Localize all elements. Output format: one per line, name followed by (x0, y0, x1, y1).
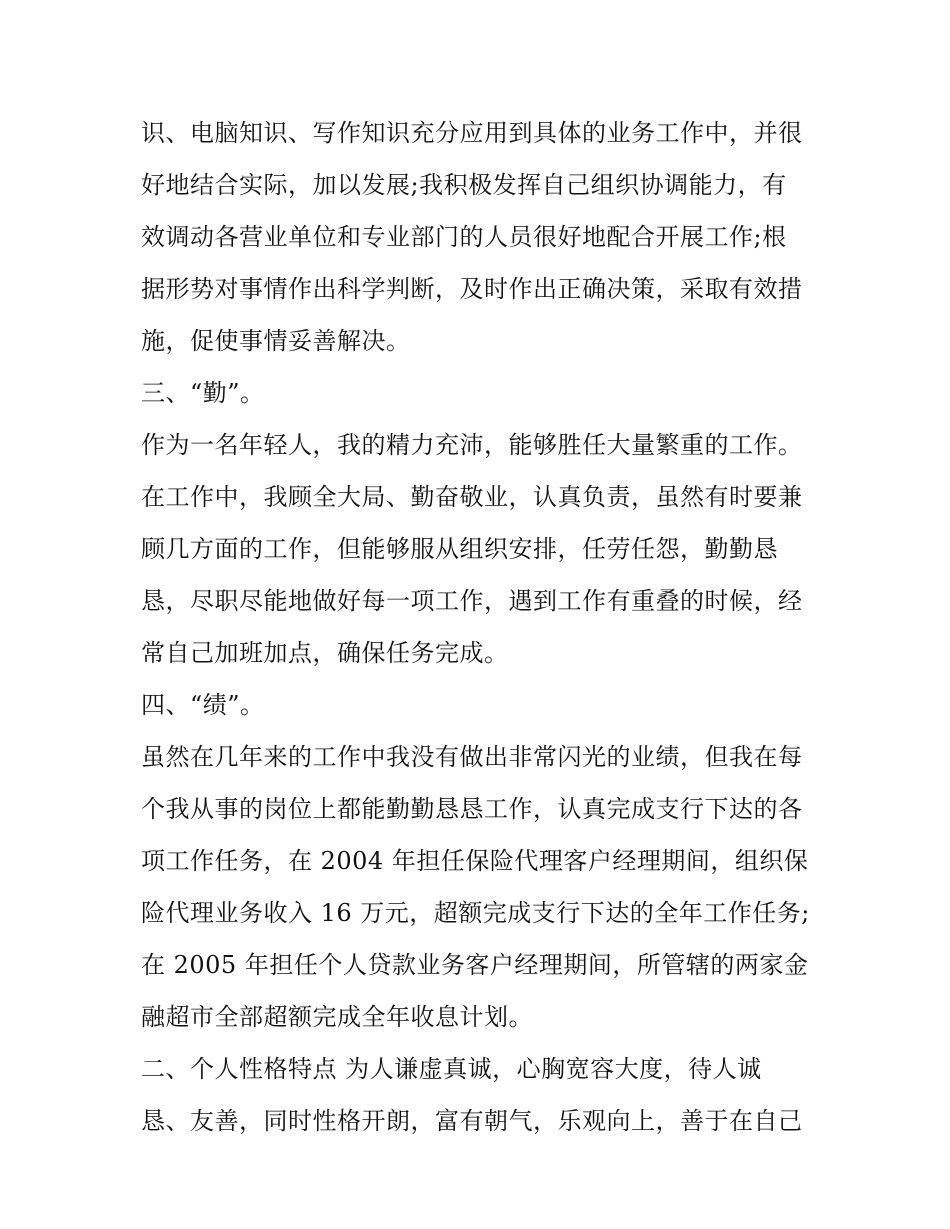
text-line: 顾几方面的工作，但能够服从组织安排，任劳任怨，勤勤恳 (141, 535, 778, 563)
text-line: 在 2005 年担任个人贷款业务客户经理期间，所管辖的两家金 (141, 951, 809, 979)
text-line: 融超市全部超额完成全年收息计划。 (141, 1003, 533, 1031)
text-line: 施，促使事情妥善解决。 (141, 327, 411, 355)
text-line: 识、电脑知识、写作知识充分应用到具体的业务工作中，并很 (141, 119, 803, 147)
text-line: 在工作中，我顾全大局、勤奋敬业，认真负责，虽然有时要兼 (141, 483, 803, 511)
text-line: 项工作任务，在 2004 年担任保险代理客户经理期间，组织保 (141, 847, 809, 875)
text-line: 效调动各营业单位和专业部门的人员很好地配合开展工作;根 (141, 223, 787, 251)
section-heading-personality: 二、个人性格特点 为人谦虚真诚，心胸宽容大度，待人诚 (141, 1055, 762, 1083)
text-line: 作为一名年轻人，我的精力充沛，能够胜任大量繁重的工作。 (141, 431, 803, 459)
text-line: 险代理业务收入 16 万元，超额完成支行下达的全年工作任务; (141, 899, 810, 927)
text-line: 好地结合实际，加以发展;我积极发挥自己组织协调能力，有 (141, 171, 787, 199)
text-line: 常自己加班加点，确保任务完成。 (141, 639, 509, 667)
text-line: 恳，尽职尽能地做好每一项工作，遇到工作有重叠的时候，经 (141, 587, 803, 615)
section-heading-qin: 三、“勤”。 (141, 379, 265, 407)
document-body (141, 107, 821, 1147)
section-heading-ji: 四、“绩”。 (141, 691, 265, 719)
text-line: 虽然在几年来的工作中我没有做出非常闪光的业绩，但我在每 (141, 743, 803, 771)
text-line: 据形势对事情作出科学判断，及时作出正确决策，采取有效措 (141, 275, 803, 303)
text-line: 恳、友善，同时性格开朗，富有朝气，乐观向上，善于在自己 (141, 1107, 803, 1135)
text-line: 个我从事的岗位上都能勤勤恳恳工作，认真完成支行下达的各 (141, 795, 803, 823)
